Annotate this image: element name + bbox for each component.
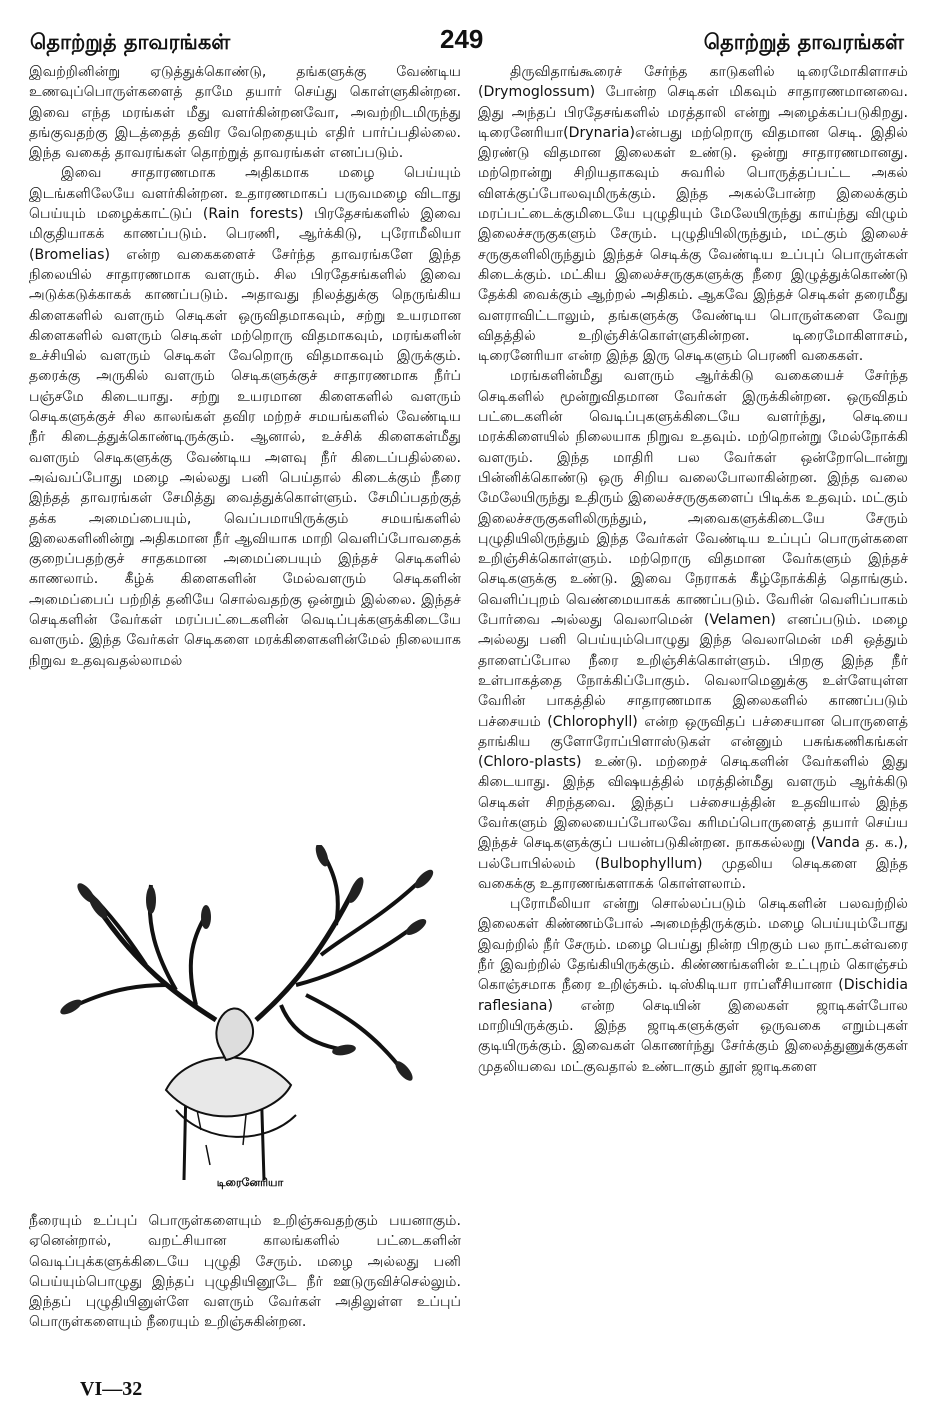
paragraph: புரோமீலியா என்று சொல்லப்படும் செடிகளின் பலவற்றில் இலைகள் கிண்ணம்போல் அமைந்திருக்கும். மழை பெய்யும்போது இவற்றில் நீர் சேரும். மழை பெய்து நின்ற பிறகும் பல நாட்கள்வரை நீர் இவற்றில் தேங்கியிருக்கும். கிண்ணங்களின் உட்புறம் கொஞ்சம் கொஞ்சமாக நீரை உறிஞ்சும். டிஸ்கிடியா ராப்ளீசியானா (Dischidia raflesiana) என்ற செடியின் இலைகள் ஜாடிகள்போல மாறியிருக்கும். இந்த ஜாடிகளுக்குள் ஒருவகை எறும்புகள் குடியிருக்கும். இவைகள் கொணர்ந்து சேர்க்கும் இலைத்துணுக்குகள் முதலியவை மட்குவதால் உண்டாகும் தூள் ஜாடிகளை <box>478 896 908 1075</box>
paragraph: இவற்றினின்று ஏடுத்துக்கொண்டு, தங்களுக்கு வேண்டிய உணவுப்பொருள்களைத் தாமே தயார் செய்து கொள்ளுகின்றன. இவை எந்த மரங்கள் மீது வளர்கின்றனவோ, அவற்றிடமிருந்து தங்குவதற்கு இடத்தைத் தவிர வேறெதையும் எதிர் பார்ப்பதில்லை. இந்த வகைத் தாவரங்கள் தொற்றுத் தாவரங்கள் எனப்படும். <box>29 64 461 162</box>
paragraph: நீரையும் உப்புப் பொருள்களையும் உறிஞ்சுவதற்கும் பயனாகும். ஏனென்றால், வறட்சியான காலங்களில் பட்டைகளின் வெடிப்புக்களுக்கிடையே புழுதி சேரும். மழை அல்லது பனி பெய்யும்பொழுது இந்தப் புழுதியினூடே நீர் ஊடுருவிச்செல்லும். இந்தப் புழுதியினுள்ளே வளரும் வேர்கள் அதிலுள்ள உப்புப் பொருள்களையும் நீரையும் உறிஞ்சுகின்றன. <box>29 1213 461 1331</box>
paragraph: இவை சாதாரணமாக அதிகமாக மழை பெய்யும் இடங்களிலேயே வளர்கின்றன. உதாரணமாகப் பருவமழை விடாது பெய்யும் மழைக்காட்டுப் (Rain forests) பிரதேசங்களில் இவை மிகுதியாகக் காணப்படும். பெரணி, ஆர்க்கிடு, புரோமீலியா (Bromelias) என்ற வகைகளைச் சேர்ந்த தாவரங்களே இந்த நிலையில் சாதாரணமாக வளரும். சில பிரதேசங்களில் இவை அடுக்கடுக்காகக் காணப்படும். அதாவது நிலத்துக்கு நெருங்கிய கிளைகளில் வளரும் செடிகள் ஒருவிதமாகவும், சற்று உயரமான கிளைகளில் வளரும் செடிகள் மற்றொரு விதமாகவும், மரங்களின் உச்சியில் வளரும் செடிகள் வேறொரு விதமாகவும் இருக்கும். தரைக்கு அருகில் வளரும் செடிகளுக்குச் சாதாரணமாக நீர்ப் பஞ்சமே கிடையாது. சற்று உயரமான கிளைகளில் வளரும் செடிகளுக்குச் சில காலங்கள் தவிர மற்றச் சமயங்களில் வேண்டிய நீர் கிடைத்துக்கொண்டிருக்கும். ஆனால், உச்சிக் கிளைகள்மீது வளரும் செடிகளுக்கு வேண்டிய அளவு நீர் கிடைப்பதில்லை. அவ்வப்போது மழை அல்லது பனி பெய்தால் கிடைக்கும் நீரை இந்தத் தாவரங்கள் சேமித்து வைத்துக்கொள்ளும். சேமிப்பதற்குத் தக்க அமைப்பையும், வெப்பமாயிருக்கும் சமயங்களில் இலைகளினின்று அதிகமான நீர் ஆவியாக மாறி வெளிப்போவதைக் குறைப்பதற்குச் சாதகமான அமைப்பையும் இந்தச் செடிகளில் காணலாம். கீழ்க் கிளைகளின் மேல்வளரும் செடிகளின் அமைப்பைப் பற்றித் தனியே சொல்வதற்கு ஒன்றும் இல்லை. இந்தச் செடிகளின் வேர்கள் மரப்பட்டைகளின் வெடிப்புக்களுக்கிடையே வளரும். இந்த வேர்கள் செடிகளை மரக்கிளைகளின்மேல் நிலையாக நிறுவ உதவுவதல்லாமல் <box>29 165 461 669</box>
right-column <box>478 62 908 1077</box>
paragraph: மரங்களின்மீது வளரும் ஆர்க்கிடு வகையைச் சேர்ந்த செடிகளில் மூன்றுவிதமான வேர்கள் இருக்கின்றன. ஒருவிதம் பட்டைகளின் வெடிப்புகளுக்கிடையே வளர்ந்து, செடியை மரக்கிளையில் நிலையாக நிறுவ உதவும். மற்றொன்று மேல்நோக்கி வளரும். இந்த மாதிரி பல வேர்கள் ஒன்றோடொன்று பின்னிக்கொண்டு ஒரு சிறிய வலைபோலாகின்றன. இந்த வலை மேலேயிருந்து உதிரும் இலைச்சருகுகளைப் பிடிக்க உதவும். மட்கும் இலைச்சருகுகளிலிருந்தும், அவைகளுக்கிடையே சேரும் புழுதியிலிருந்தும் இந்த வேர்கள் வேண்டிய உப்புப் பொருள்களை உறிஞ்சிக்கொள்ளும். மற்றொரு விதமான வேர்களும் இந்தச் செடிகளுக்கு உண்டு. இவை நேராகக் கீழ்நோக்கித் தொங்கும். வெளிப்புறம் வெண்மையாகக் காணப்படும். வேரின் வெளிப்பாகம் போர்வை அல்லது வெலாமென் (Velamen) எனப்படும். மழை அல்லது பனி பெய்யும்பொழுது இந்த வெலாமென் மசி ஒத்தும் தாளைப்போல நீரை உறிஞ்சிக்கொள்ளும். பிறகு இந்த நீர் உள்பாகத்தை நோக்கிப்போகும். வெலாமெனுக்கு உள்ளேயுள்ள வேரின் பாகத்தில் சாதாரணமாக இலைகளில் காணப்படும் பச்சையம் (Chlorophyll) என்ற ஒருவிதப் பச்சையான பொருளைத் தாங்கிய குளோரோப்பிளாஸ்டுகள் என்னும் பசுங்கணிகங்கள் (Chloro-plasts) உண்டு. மற்றைச் செடிகளின் வேர்களில் இது கிடையாது. இந்த விஷயத்தில் மரத்தின்மீது வளரும் ஆர்க்கிடு செடிகள் சிறந்தவை. இந்தப் பச்சையத்தின் உதவியால் இந்த வேர்களும் இலையைப்போலவே கரிமப்பொருளைத் தயார் செய்ய இந்தச் செடிகளுக்குப் பயன்படுகின்றன. நாககல்லறு (Vanda த. க.), பல்போபில்லம் (Bulbophyllum) முதலிய செடிகளை இந்த வகைக்கு உதாரணங்களாகக் கொள்ளலாம். <box>478 368 908 892</box>
paragraph: திருவிதாங்கூரைச் சேர்ந்த காடுகளில் டிரைமோகிளாசம் (Drymoglossum) போன்ற செடிகள் மிகவும் சாதாரணமானவை. இது அந்தப் பிரதேசங்களில் மரத்தாலி என்று அழைக்கப்படுகிறது. டிரைனேரியா(Drynaria)என்பது மற்றொரு விதமான செடி. இதில் இரண்டு விதமான இலைகள் உண்டு. ஒன்று சாதாரணமானது. மற்றொன்று சிறியதாகவும் சுவரில் பொருத்தப்பட்ட அகல் விளக்குப்போலவுமிருக்கும். இந்த அகல்போன்ற இலைக்கும் மரப்பட்டைக்குமிடையே புழுதியும் மேலேயிருந்து காய்ந்து விழும் இலைச்சருகுகளும் சேரும். புழுதியிலிருந்தும், மட்கும் இலைச் சருகுகளிலிருந்தும் இந்தச் செடிக்கு வேண்டிய உப்புப் பொருள்கள் கிடைக்கும். மட்கிய இலைச்சருகுகளுக்கு நீரை இழுத்துக்கொண்டு தேக்கி வைக்கும் ஆற்றல் அதிகம். ஆகவே இந்தச் செடிகள் தரைமீது வளராவிட்டாலும், தங்களுக்கு வேண்டிய பொருள்களை வேறு விதத்தில் உறிஞ்சிக்கொள்ளுகின்றன. டிரைமோகிளாசம், டிரைனேரியா என்ற இந்த இரு செடிகளும் பெரணி வகைகள். <box>478 64 908 365</box>
drynaria-illustration <box>56 845 436 1185</box>
figure-caption: டிரைனேரியா <box>216 1176 284 1189</box>
running-header-right: தொற்றுத் தாவரங்கள் <box>703 30 904 54</box>
left-column-bottom <box>29 1211 461 1333</box>
running-header-left: தொற்றுத் தாவரங்கள் <box>30 30 231 54</box>
left-column <box>29 62 461 671</box>
volume-mark: VI—32 <box>80 1378 143 1400</box>
page-number: 249 <box>440 24 484 54</box>
